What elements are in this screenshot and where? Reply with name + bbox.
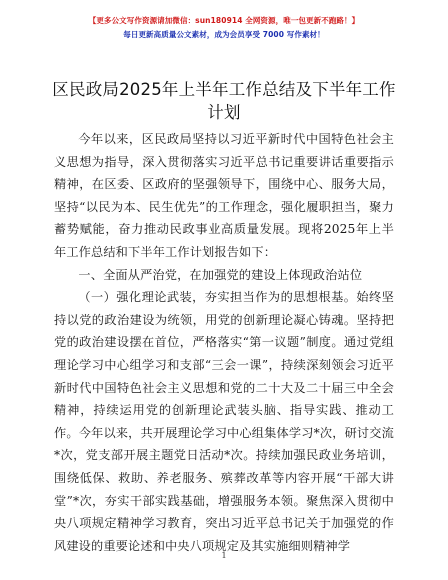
subsection-paragraph: （一）强化理论武装，夯实担当作为的思想根基。始终坚持以党的政治建设为统领，用党的创新理论凝心铸魂。坚持把党的政治建设摆在首位，严格落实“第一议题”制度。通过党组理论学习中心组学习和支部“三会一课”，持续深刻领会习近平新时代中国特色社会主义思想和党的二十大及二十届三中全会精神，持续运用党的创新理论武装头脑、指导实践、推动工作。今年以来，共开展理论学习中心组集体学习*次，研讨交流*次，党支部开展主题党日活动*次。持续加强民政业务培训，围绕低保、救助、养老服务、殡葬改革等内容开展“干部大讲堂”*次，夯实干部实践基础，增强服务本领。聚焦深入贯彻中央八项规定精神学习教育，突出习近平总书记关于加强党的作风建设的重要论述和中央八项规定及其实施细则精神学 (54, 290, 394, 553)
promo-line-membership: 每日更新高质量公文素材，成为会员享受 7000 写作素材！ (123, 30, 325, 39)
intro-paragraph: 今年以来，区民政局坚持以习近平新时代中国特色社会主义思想为指导，深入贯彻落实习近平总书记重要讲话重要指示精神，在区委、区政府的坚强领导下，围绕中心、服务大局，坚持“以民为本、民生优先”的工作理念，强化履职担当，聚力蓄势赋能，奋力推动民政事业高质量发展。现将2025年上半年工作总结和下半年工作计划报告如下： (54, 132, 394, 259)
document-body (54, 128, 394, 557)
section-heading: 一、全面从严治党，在加强党的建设上体现政治站位 (78, 267, 363, 282)
promo-banner (0, 0, 448, 42)
document-title: 区民政局2025年上半年工作总结及下半年工作计划 (52, 80, 396, 122)
promo-line-wechat: 【更多公文写作资源请加微信：sun180914 全网资源，唯一包更新不跑路！】 (88, 16, 360, 25)
page-number: 1 (221, 551, 227, 560)
